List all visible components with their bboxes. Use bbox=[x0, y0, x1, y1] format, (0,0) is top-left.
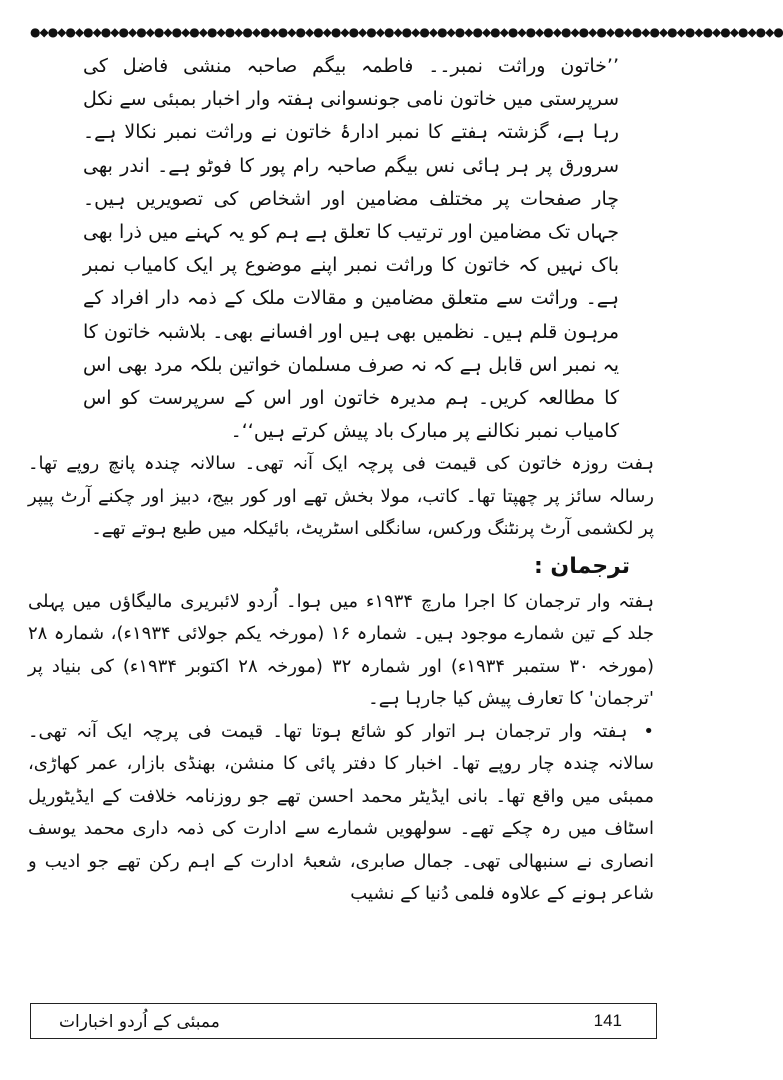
paragraph-tarjuman-details bbox=[28, 716, 654, 911]
decorative-top-border: ●◆●◆●◆●◆●◆●◆●◆●◆●◆●◆●◆●◆●◆●◆●◆●◆●◆●◆●◆●◆●◆●◆●◆●◆●◆●◆●◆●◆●◆●◆●◆●◆●◆●◆●◆●◆●◆●◆●◆●◆●◆●◆● bbox=[30, 25, 783, 39]
paragraph-khatoon-price: ہفت روزہ خاتون کی قیمت فی پرچہ ایک آنہ تھی۔ سالانہ چندہ پانچ روپے تھا۔ رسالہ سائز پر چھپتا تھا۔ کاتب، مولا بخش تھے اور کور بیج، دبیز اور چکنے آرٹ پیپر پر لکشمی آرٹ پرنٹنگ ورکس، سانگلی اسٹریٹ، بائیکلہ میں طبع ہوتے تھے۔ bbox=[28, 453, 654, 540]
page-number: 141 bbox=[593, 1011, 622, 1030]
page-footer bbox=[30, 1003, 657, 1039]
body-text bbox=[28, 448, 654, 911]
paragraph-tarjuman-intro: ہفتہ وار ترجمان کا اجرا مارچ ۱۹۳۴ء میں ہوا۔ اُردو لائبریری مالیگاؤں میں پہلی جلد کے تین شمارے موجود ہیں۔ شمارہ ۱۶ (مورخہ یکم جولائی ۱۹۳۴ء)، شمارہ ۲۸ (مورخہ ۳۰ ستمبر ۱۹۳۴ء) اور شمارہ ۳۲ (مورخہ ۲۸ اکتوبر ۱۹۳۴ء) کی بنیاد پر 'ترجمان' کا تعارف پیش کیا جارہا ہے۔ bbox=[28, 590, 654, 710]
bullet-marker bbox=[627, 721, 654, 742]
quote-text: ’’خاتون وراثت نمبر۔۔ فاطمہ بیگم صاحبہ منشی فاضل کی سرپرستی میں خاتون نامی جونسوانی ہفتہ وار اخبار بمبئی سے نکل رہا ہے، گزشتہ ہفتے کا نمبر ادارۂ خاتون نے وراثت نمبر نکالا ہے۔ سرورق پر ہر ہائی نس بیگم صاحبہ رام پور کا فوٹو ہے۔ اندر بھی چار صفحات پر مختلف مضامین اور اشخاص کی تصویریں ہیں۔ جہاں تک مضامین اور ترتیب کا تعلق ہے ہم کو یہ کہنے میں ذرا بھی باک نہیں کہ خاتون کا وراثت نمبر اپنے موضوع پر ایک کامیاب نمبر ہے۔ وراثت سے متعلق مضامین و مقالات ملک کے ذمہ دار افراد کے مرہون قلم ہیں۔ نظمیں بھی ہیں اور افسانے بھی۔ بلاشبہ خاتون کا یہ نمبر اس قابل ہے کہ نہ صرف مسلمان خواتین بلکہ مرد بھی اس کا مطالعہ کریں۔ ہم مدیرہ خاتون اور اس کے سرپرست کو اس کامیاب نمبر نکالنے پر مبارک باد پیش کرتے ہیں‘‘۔ bbox=[83, 55, 619, 443]
paragraph-tarjuman-details-text: ہفتہ وار ترجمان ہر اتوار کو شائع ہوتا تھا۔ قیمت فی پرچہ ایک آنہ تھی۔ سالانہ چندہ چار روپے تھا۔ اخبار کا دفتر پائی کا منشن، بھنڈی بازار، عمر کھاڑی، ممبئی میں واقع تھا۔ بانی ایڈیٹر محمد احسن تھے جو روزنامہ خلافت کے ایڈیٹوریل اسٹاف میں رہ چکے تھے۔ سولھویں شمارے سے ادارت کی ذمہ داری محمد یوسف انصاری نے سنبھالی تھی۔ جمال صابری، شعبۂ ادارت کے اہم رکن تھے جو ادیب و شاعر ہونے کے علاوہ فلمی دُنیا کے نشیب bbox=[28, 720, 654, 905]
quoted-review bbox=[83, 50, 619, 448]
page-content bbox=[28, 50, 654, 911]
section-heading-tarjuman: ترجمان : bbox=[533, 553, 630, 579]
book-title: ممبئی کے اُردو اخبارات bbox=[59, 1011, 220, 1032]
